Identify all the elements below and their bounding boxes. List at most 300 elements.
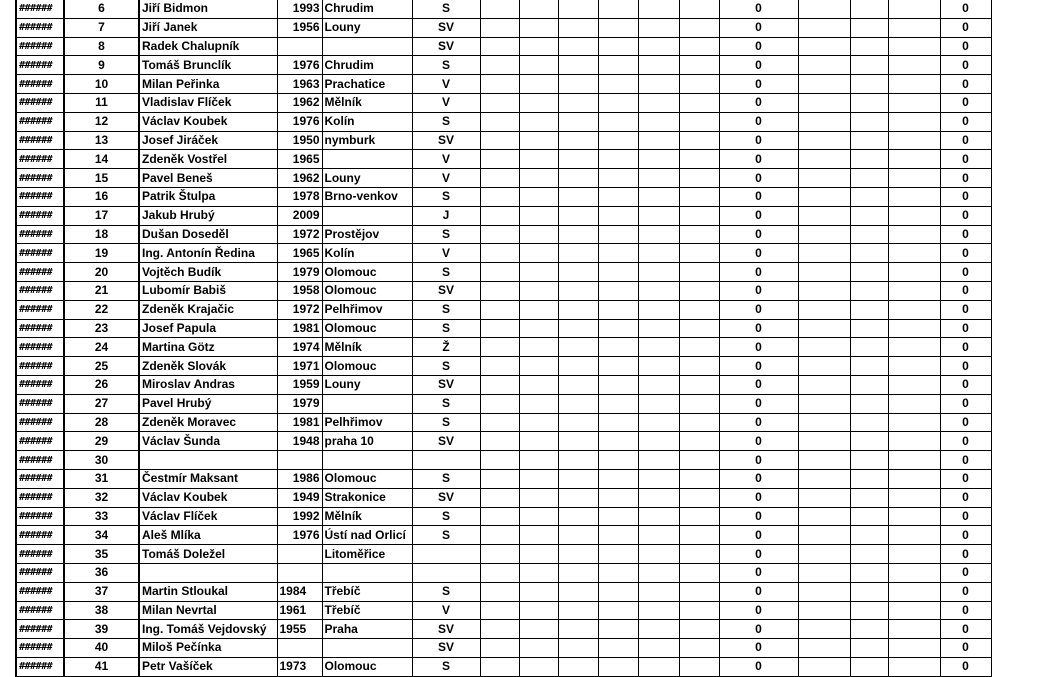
rank-cell[interactable]: 38 (64, 601, 139, 620)
empty-cell[interactable] (519, 169, 558, 188)
empty-cell[interactable] (519, 375, 558, 394)
empty-cell[interactable] (798, 563, 850, 582)
rank-cell[interactable]: 17 (64, 206, 139, 225)
empty-cell[interactable] (850, 657, 888, 676)
club-cell[interactable]: Prostějov (322, 225, 412, 244)
total-cell[interactable]: 0 (940, 112, 991, 131)
empty-cell[interactable] (598, 112, 638, 131)
empty-cell[interactable] (888, 507, 940, 526)
date-cell[interactable]: ###### (16, 18, 64, 37)
empty-cell[interactable] (598, 56, 638, 75)
date-cell[interactable]: ###### (16, 413, 64, 432)
empty-cell[interactable] (598, 451, 638, 470)
date-cell[interactable]: ###### (16, 0, 64, 18)
birth-year-cell[interactable]: 1961 (277, 601, 322, 620)
empty-cell[interactable] (679, 601, 719, 620)
category-cell[interactable]: S (412, 225, 480, 244)
empty-cell[interactable] (480, 357, 519, 376)
name-cell[interactable]: Václav Flíček (139, 507, 277, 526)
empty-cell[interactable] (850, 413, 888, 432)
date-cell[interactable]: ###### (16, 75, 64, 94)
date-cell[interactable]: ###### (16, 150, 64, 169)
empty-cell[interactable] (850, 563, 888, 582)
empty-cell[interactable] (519, 225, 558, 244)
total-cell[interactable]: 0 (940, 582, 991, 601)
rank-cell[interactable]: 37 (64, 582, 139, 601)
date-cell[interactable]: ###### (16, 451, 64, 470)
birth-year-cell[interactable]: 1993 (277, 0, 322, 18)
empty-cell[interactable] (888, 263, 940, 282)
empty-cell[interactable] (558, 338, 598, 357)
birth-year-cell[interactable]: 1979 (277, 263, 322, 282)
empty-cell[interactable] (519, 357, 558, 376)
empty-cell[interactable] (798, 357, 850, 376)
empty-cell[interactable] (519, 244, 558, 263)
birth-year-cell[interactable] (277, 545, 322, 564)
total-cell[interactable]: 0 (940, 300, 991, 319)
empty-cell[interactable] (480, 601, 519, 620)
empty-cell[interactable] (519, 413, 558, 432)
rank-cell[interactable]: 11 (64, 93, 139, 112)
empty-cell[interactable] (598, 639, 638, 658)
category-cell[interactable]: Ž (412, 338, 480, 357)
empty-cell[interactable] (558, 507, 598, 526)
empty-cell[interactable] (888, 187, 940, 206)
empty-cell[interactable] (598, 620, 638, 639)
empty-cell[interactable] (798, 56, 850, 75)
rank-cell[interactable]: 21 (64, 281, 139, 300)
empty-cell[interactable] (638, 112, 679, 131)
date-cell[interactable]: ###### (16, 169, 64, 188)
score-cell[interactable]: 0 (719, 263, 798, 282)
empty-cell[interactable] (480, 93, 519, 112)
date-cell[interactable]: ###### (16, 338, 64, 357)
club-cell[interactable]: Prachatice (322, 75, 412, 94)
rank-cell[interactable]: 23 (64, 319, 139, 338)
category-cell[interactable]: S (412, 319, 480, 338)
birth-year-cell[interactable]: 1981 (277, 319, 322, 338)
empty-cell[interactable] (519, 187, 558, 206)
empty-cell[interactable] (798, 488, 850, 507)
empty-cell[interactable] (638, 206, 679, 225)
empty-cell[interactable] (798, 469, 850, 488)
name-cell[interactable]: Zdeněk Moravec (139, 413, 277, 432)
total-cell[interactable]: 0 (940, 0, 991, 18)
name-cell[interactable] (139, 451, 277, 470)
club-cell[interactable] (322, 394, 412, 413)
total-cell[interactable]: 0 (940, 18, 991, 37)
empty-cell[interactable] (798, 394, 850, 413)
empty-cell[interactable] (638, 225, 679, 244)
empty-cell[interactable] (598, 582, 638, 601)
rank-cell[interactable]: 12 (64, 112, 139, 131)
date-cell[interactable]: ###### (16, 639, 64, 658)
category-cell[interactable]: S (412, 657, 480, 676)
rank-cell[interactable]: 29 (64, 432, 139, 451)
empty-cell[interactable] (638, 394, 679, 413)
birth-year-cell[interactable] (277, 639, 322, 658)
empty-cell[interactable] (679, 338, 719, 357)
name-cell[interactable] (139, 563, 277, 582)
score-cell[interactable]: 0 (719, 413, 798, 432)
empty-cell[interactable] (558, 244, 598, 263)
empty-cell[interactable] (888, 620, 940, 639)
empty-cell[interactable] (598, 545, 638, 564)
birth-year-cell[interactable]: 1992 (277, 507, 322, 526)
birth-year-cell[interactable]: 1963 (277, 75, 322, 94)
category-cell[interactable]: V (412, 75, 480, 94)
empty-cell[interactable] (598, 206, 638, 225)
empty-cell[interactable] (679, 263, 719, 282)
empty-cell[interactable] (480, 56, 519, 75)
empty-cell[interactable] (798, 338, 850, 357)
empty-cell[interactable] (519, 263, 558, 282)
club-cell[interactable]: Olomouc (322, 319, 412, 338)
birth-year-cell[interactable]: 1974 (277, 338, 322, 357)
empty-cell[interactable] (519, 18, 558, 37)
empty-cell[interactable] (558, 563, 598, 582)
date-cell[interactable]: ###### (16, 526, 64, 545)
date-cell[interactable]: ###### (16, 657, 64, 676)
name-cell[interactable]: Aleš Mlíka (139, 526, 277, 545)
empty-cell[interactable] (480, 394, 519, 413)
category-cell[interactable]: V (412, 601, 480, 620)
empty-cell[interactable] (850, 394, 888, 413)
birth-year-cell[interactable]: 1950 (277, 131, 322, 150)
birth-year-cell[interactable]: 1956 (277, 18, 322, 37)
category-cell[interactable]: S (412, 469, 480, 488)
empty-cell[interactable] (480, 37, 519, 56)
empty-cell[interactable] (558, 639, 598, 658)
score-cell[interactable]: 0 (719, 300, 798, 319)
score-cell[interactable]: 0 (719, 112, 798, 131)
name-cell[interactable]: Tomáš Brunclík (139, 56, 277, 75)
empty-cell[interactable] (850, 488, 888, 507)
empty-cell[interactable] (888, 639, 940, 658)
empty-cell[interactable] (888, 112, 940, 131)
empty-cell[interactable] (888, 131, 940, 150)
empty-cell[interactable] (558, 150, 598, 169)
category-cell[interactable]: SV (412, 37, 480, 56)
empty-cell[interactable] (798, 413, 850, 432)
score-cell[interactable]: 0 (719, 131, 798, 150)
club-cell[interactable]: Louny (322, 169, 412, 188)
score-cell[interactable]: 0 (719, 319, 798, 338)
empty-cell[interactable] (519, 451, 558, 470)
empty-cell[interactable] (638, 0, 679, 18)
name-cell[interactable]: Tomáš Doležel (139, 545, 277, 564)
category-cell[interactable]: V (412, 150, 480, 169)
empty-cell[interactable] (480, 469, 519, 488)
category-cell[interactable]: SV (412, 639, 480, 658)
date-cell[interactable]: ###### (16, 620, 64, 639)
empty-cell[interactable] (480, 18, 519, 37)
empty-cell[interactable] (558, 169, 598, 188)
score-cell[interactable]: 0 (719, 244, 798, 263)
score-cell[interactable]: 0 (719, 187, 798, 206)
total-cell[interactable]: 0 (940, 319, 991, 338)
rank-cell[interactable]: 36 (64, 563, 139, 582)
name-cell[interactable]: Čestmír Maksant (139, 469, 277, 488)
date-cell[interactable]: ###### (16, 357, 64, 376)
empty-cell[interactable] (679, 131, 719, 150)
date-cell[interactable]: ###### (16, 225, 64, 244)
club-cell[interactable]: Brno-venkov (322, 187, 412, 206)
empty-cell[interactable] (480, 657, 519, 676)
empty-cell[interactable] (519, 469, 558, 488)
name-cell[interactable]: Milan Peřinka (139, 75, 277, 94)
name-cell[interactable]: Milan Nevrtal (139, 601, 277, 620)
empty-cell[interactable] (798, 225, 850, 244)
empty-cell[interactable] (850, 263, 888, 282)
empty-cell[interactable] (679, 319, 719, 338)
empty-cell[interactable] (679, 112, 719, 131)
club-cell[interactable]: Mělník (322, 338, 412, 357)
date-cell[interactable]: ###### (16, 206, 64, 225)
total-cell[interactable]: 0 (940, 526, 991, 545)
empty-cell[interactable] (850, 131, 888, 150)
total-cell[interactable]: 0 (940, 563, 991, 582)
empty-cell[interactable] (480, 263, 519, 282)
name-cell[interactable]: Jiří Bidmon (139, 0, 277, 18)
total-cell[interactable]: 0 (940, 150, 991, 169)
empty-cell[interactable] (888, 206, 940, 225)
empty-cell[interactable] (598, 281, 638, 300)
empty-cell[interactable] (798, 300, 850, 319)
empty-cell[interactable] (519, 281, 558, 300)
date-cell[interactable]: ###### (16, 93, 64, 112)
empty-cell[interactable] (558, 657, 598, 676)
empty-cell[interactable] (480, 488, 519, 507)
empty-cell[interactable] (598, 319, 638, 338)
score-cell[interactable]: 0 (719, 507, 798, 526)
empty-cell[interactable] (798, 0, 850, 18)
category-cell[interactable]: SV (412, 18, 480, 37)
empty-cell[interactable] (558, 451, 598, 470)
empty-cell[interactable] (638, 488, 679, 507)
category-cell[interactable]: V (412, 93, 480, 112)
rank-cell[interactable]: 19 (64, 244, 139, 263)
category-cell[interactable] (412, 545, 480, 564)
category-cell[interactable]: S (412, 394, 480, 413)
empty-cell[interactable] (598, 225, 638, 244)
empty-cell[interactable] (888, 563, 940, 582)
empty-cell[interactable] (638, 620, 679, 639)
date-cell[interactable]: ###### (16, 488, 64, 507)
rank-cell[interactable]: 22 (64, 300, 139, 319)
empty-cell[interactable] (798, 582, 850, 601)
empty-cell[interactable] (480, 206, 519, 225)
empty-cell[interactable] (598, 432, 638, 451)
empty-cell[interactable] (798, 657, 850, 676)
empty-cell[interactable] (519, 150, 558, 169)
empty-cell[interactable] (888, 451, 940, 470)
rank-cell[interactable]: 31 (64, 469, 139, 488)
empty-cell[interactable] (679, 545, 719, 564)
empty-cell[interactable] (598, 563, 638, 582)
empty-cell[interactable] (679, 507, 719, 526)
empty-cell[interactable] (558, 281, 598, 300)
empty-cell[interactable] (679, 150, 719, 169)
empty-cell[interactable] (598, 394, 638, 413)
empty-cell[interactable] (679, 357, 719, 376)
empty-cell[interactable] (888, 300, 940, 319)
empty-cell[interactable] (519, 582, 558, 601)
empty-cell[interactable] (888, 93, 940, 112)
name-cell[interactable]: Václav Koubek (139, 488, 277, 507)
name-cell[interactable]: Patrik Štulpa (139, 187, 277, 206)
total-cell[interactable]: 0 (940, 338, 991, 357)
club-cell[interactable]: Litoměřice (322, 545, 412, 564)
date-cell[interactable]: ###### (16, 375, 64, 394)
empty-cell[interactable] (519, 432, 558, 451)
rank-cell[interactable]: 18 (64, 225, 139, 244)
empty-cell[interactable] (598, 263, 638, 282)
empty-cell[interactable] (888, 657, 940, 676)
club-cell[interactable]: Pelhřimov (322, 300, 412, 319)
score-cell[interactable]: 0 (719, 75, 798, 94)
club-cell[interactable] (322, 206, 412, 225)
empty-cell[interactable] (679, 582, 719, 601)
total-cell[interactable]: 0 (940, 394, 991, 413)
club-cell[interactable] (322, 451, 412, 470)
total-cell[interactable]: 0 (940, 432, 991, 451)
score-cell[interactable]: 0 (719, 394, 798, 413)
empty-cell[interactable] (679, 394, 719, 413)
category-cell[interactable]: S (412, 187, 480, 206)
total-cell[interactable]: 0 (940, 169, 991, 188)
birth-year-cell[interactable]: 1962 (277, 169, 322, 188)
club-cell[interactable]: Mělník (322, 93, 412, 112)
empty-cell[interactable] (638, 357, 679, 376)
club-cell[interactable]: Strakonice (322, 488, 412, 507)
empty-cell[interactable] (598, 187, 638, 206)
birth-year-cell[interactable]: 1984 (277, 582, 322, 601)
score-cell[interactable]: 0 (719, 526, 798, 545)
empty-cell[interactable] (519, 601, 558, 620)
empty-cell[interactable] (679, 225, 719, 244)
empty-cell[interactable] (888, 488, 940, 507)
rank-cell[interactable]: 20 (64, 263, 139, 282)
club-cell[interactable] (322, 150, 412, 169)
name-cell[interactable]: Zdeněk Vostřel (139, 150, 277, 169)
empty-cell[interactable] (558, 357, 598, 376)
name-cell[interactable]: Vladislav Flíček (139, 93, 277, 112)
score-cell[interactable]: 0 (719, 563, 798, 582)
empty-cell[interactable] (850, 0, 888, 18)
total-cell[interactable]: 0 (940, 206, 991, 225)
birth-year-cell[interactable]: 1965 (277, 150, 322, 169)
empty-cell[interactable] (798, 319, 850, 338)
club-cell[interactable]: nymburk (322, 131, 412, 150)
total-cell[interactable]: 0 (940, 375, 991, 394)
empty-cell[interactable] (638, 187, 679, 206)
empty-cell[interactable] (558, 131, 598, 150)
empty-cell[interactable] (558, 206, 598, 225)
empty-cell[interactable] (850, 187, 888, 206)
name-cell[interactable]: Zdeněk Krajačic (139, 300, 277, 319)
empty-cell[interactable] (480, 169, 519, 188)
club-cell[interactable]: Olomouc (322, 263, 412, 282)
name-cell[interactable]: Ing. Tomáš Vejdovský (139, 620, 277, 639)
total-cell[interactable]: 0 (940, 357, 991, 376)
name-cell[interactable]: Lubomír Babiš (139, 281, 277, 300)
empty-cell[interactable] (598, 244, 638, 263)
empty-cell[interactable] (598, 169, 638, 188)
total-cell[interactable]: 0 (940, 56, 991, 75)
empty-cell[interactable] (598, 469, 638, 488)
empty-cell[interactable] (480, 639, 519, 658)
empty-cell[interactable] (679, 488, 719, 507)
empty-cell[interactable] (798, 150, 850, 169)
empty-cell[interactable] (558, 375, 598, 394)
score-cell[interactable]: 0 (719, 56, 798, 75)
empty-cell[interactable] (850, 620, 888, 639)
empty-cell[interactable] (850, 93, 888, 112)
empty-cell[interactable] (558, 187, 598, 206)
empty-cell[interactable] (798, 169, 850, 188)
empty-cell[interactable] (558, 263, 598, 282)
rank-cell[interactable]: 6 (64, 0, 139, 18)
category-cell[interactable]: S (412, 526, 480, 545)
empty-cell[interactable] (679, 620, 719, 639)
empty-cell[interactable] (798, 507, 850, 526)
date-cell[interactable]: ###### (16, 432, 64, 451)
empty-cell[interactable] (638, 281, 679, 300)
category-cell[interactable]: SV (412, 281, 480, 300)
total-cell[interactable]: 0 (940, 187, 991, 206)
empty-cell[interactable] (888, 75, 940, 94)
category-cell[interactable]: J (412, 206, 480, 225)
empty-cell[interactable] (888, 225, 940, 244)
score-cell[interactable]: 0 (719, 432, 798, 451)
category-cell[interactable] (412, 451, 480, 470)
empty-cell[interactable] (679, 93, 719, 112)
empty-cell[interactable] (598, 338, 638, 357)
empty-cell[interactable] (888, 469, 940, 488)
empty-cell[interactable] (598, 657, 638, 676)
name-cell[interactable]: Josef Jiráček (139, 131, 277, 150)
empty-cell[interactable] (888, 56, 940, 75)
empty-cell[interactable] (519, 639, 558, 658)
empty-cell[interactable] (480, 375, 519, 394)
birth-year-cell[interactable]: 1972 (277, 225, 322, 244)
empty-cell[interactable] (638, 93, 679, 112)
empty-cell[interactable] (519, 338, 558, 357)
name-cell[interactable]: Ing. Antonín Ředina (139, 244, 277, 263)
category-cell[interactable]: S (412, 56, 480, 75)
empty-cell[interactable] (480, 319, 519, 338)
empty-cell[interactable] (638, 451, 679, 470)
empty-cell[interactable] (638, 601, 679, 620)
total-cell[interactable]: 0 (940, 263, 991, 282)
rank-cell[interactable]: 16 (64, 187, 139, 206)
birth-year-cell[interactable]: 1976 (277, 112, 322, 131)
total-cell[interactable]: 0 (940, 75, 991, 94)
empty-cell[interactable] (850, 300, 888, 319)
date-cell[interactable]: ###### (16, 563, 64, 582)
rank-cell[interactable]: 33 (64, 507, 139, 526)
empty-cell[interactable] (519, 319, 558, 338)
empty-cell[interactable] (638, 244, 679, 263)
rank-cell[interactable]: 28 (64, 413, 139, 432)
empty-cell[interactable] (850, 150, 888, 169)
date-cell[interactable]: ###### (16, 601, 64, 620)
empty-cell[interactable] (598, 300, 638, 319)
score-cell[interactable]: 0 (719, 225, 798, 244)
score-cell[interactable]: 0 (719, 206, 798, 225)
empty-cell[interactable] (480, 582, 519, 601)
